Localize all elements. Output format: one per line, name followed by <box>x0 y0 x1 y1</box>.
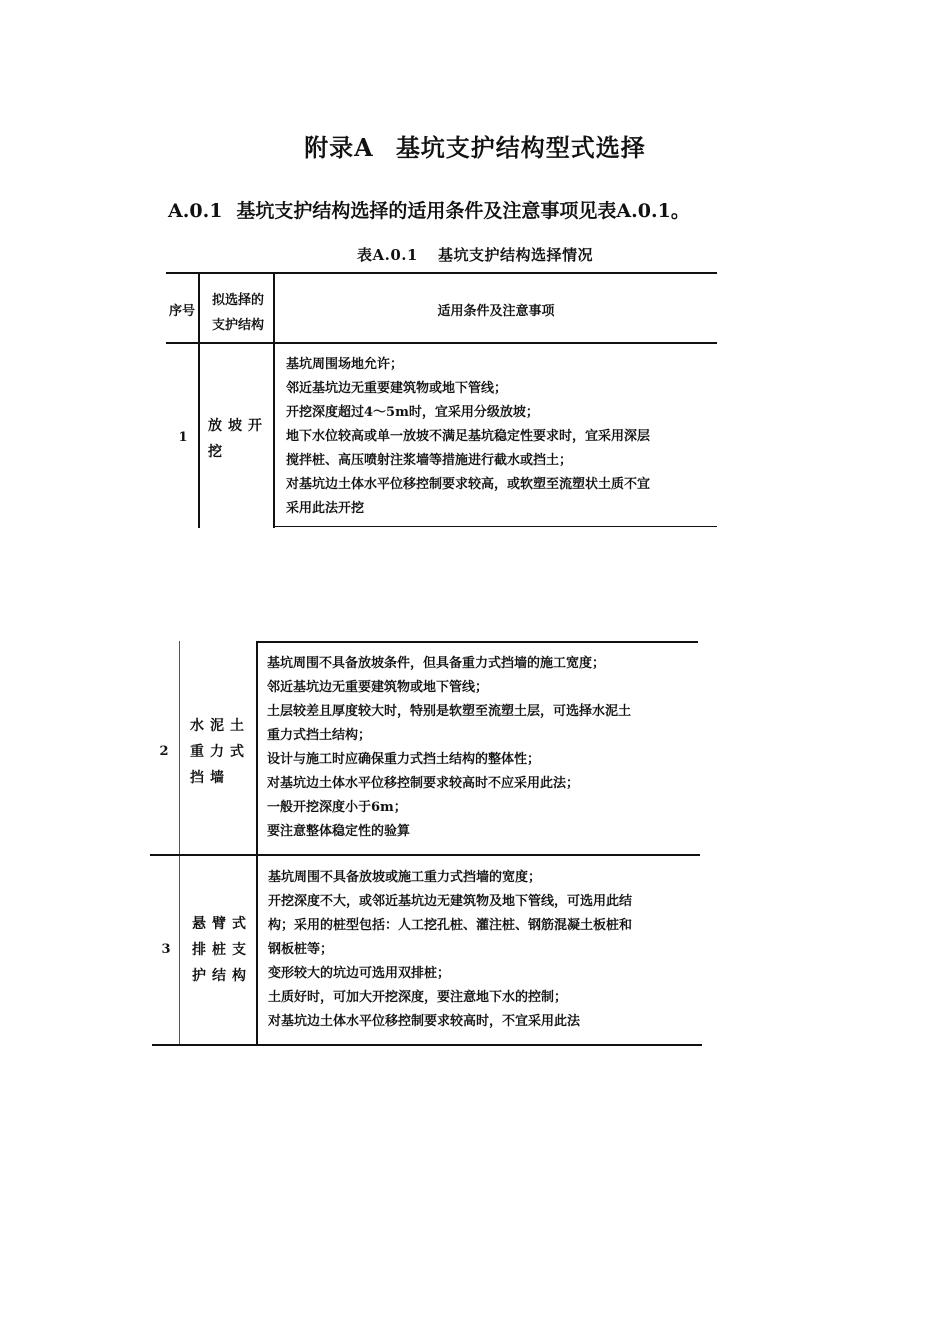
row-3-structure-line: 排桩支 <box>192 942 252 958</box>
row-3-structure-line: 悬臂式 <box>192 916 252 932</box>
row-2-structure-line: 水泥土 <box>190 718 250 734</box>
header-structure-line1: 拟选择的 <box>211 293 264 308</box>
clause-text: 基坑支护结构选择的适用条件及注意事项见表A.0.1。 <box>236 200 690 222</box>
appendix-prefix: 附录A <box>304 133 374 162</box>
condition-line: 对基坑边土体水平位移控制要求较高，或软塑至流塑状土质不宜 <box>286 477 651 492</box>
part2-top-rule <box>256 641 698 643</box>
col-divider-2 <box>273 274 275 528</box>
table-caption <box>0 244 950 265</box>
row-3-structure <box>192 911 258 989</box>
row-2-bottom-rule <box>150 854 700 856</box>
condition-line: 地下水位较高或单一放坡不满足基坑稳定性要求时，宜采用深层 <box>286 429 651 444</box>
condition-line: 采用此法开挖 <box>286 501 365 516</box>
clause-number: A.0.1 <box>168 200 223 222</box>
condition-line: 构；采用的桩型包括：人工挖孔桩、灌注桩、钢筋混凝土板桩和 <box>268 918 633 933</box>
table-bottom-rule <box>152 1044 702 1046</box>
condition-line: 变形较大的坑边可选用双排桩； <box>268 966 451 981</box>
row-2-conditions <box>267 652 697 844</box>
appendix-title <box>0 128 950 163</box>
table-caption-text: 基坑支护结构选择情况 <box>437 246 593 264</box>
row-3-structure-line: 护结构 <box>192 968 252 984</box>
part1-bottom-rule <box>273 526 717 527</box>
row-2-structure-line: 重力式 <box>190 744 250 760</box>
header-conditions: 适用条件及注意事项 <box>437 304 555 319</box>
row-3-seq: 3 <box>161 942 171 957</box>
row-2-structure <box>190 713 256 791</box>
condition-line: 基坑周围场地允许； <box>286 357 404 372</box>
appendix-title-text: 基坑支护结构型式选择 <box>395 133 646 162</box>
condition-line: 对基坑边土体水平位移控制要求较高时不应采用此法； <box>267 776 580 791</box>
condition-line: 钢板桩等； <box>268 942 334 957</box>
row-1-structure-line: 放坡开 <box>208 418 268 434</box>
condition-line: 一般开挖深度小于6m； <box>267 800 407 815</box>
condition-line: 开挖深度超过4～5m时，宜采用分级放坡； <box>286 405 539 420</box>
row-1-conditions <box>286 353 716 521</box>
condition-line: 土层较差且厚度较大时，特别是软塑至流塑土层，可选择水泥土 <box>267 704 632 719</box>
condition-line: 基坑周围不具备放坡或施工重力式挡墙的宽度； <box>268 870 542 885</box>
row-1-seq: 1 <box>178 430 188 445</box>
header-structure-line2: 支护结构 <box>211 318 264 333</box>
table-caption-number: 表A.0.1 <box>357 246 418 264</box>
condition-line: 邻近基坑边无重要建筑物或地下管线； <box>286 381 508 396</box>
table-top-rule <box>166 272 717 274</box>
condition-line: 开挖深度不大，或邻近基坑边无建筑物及地下管线，可选用此结 <box>268 894 633 909</box>
row-1-structure-line: 挖 <box>208 444 228 460</box>
condition-line: 邻近基坑边无重要建筑物或地下管线； <box>267 680 489 695</box>
row-1-structure <box>208 413 274 465</box>
condition-line: 重力式挡土结构； <box>267 728 372 743</box>
condition-line: 要注意整体稳定性的验算 <box>267 824 411 839</box>
condition-line: 基坑周围不具备放坡条件，但具备重力式挡墙的施工宽度； <box>267 656 606 671</box>
row-3-conditions <box>268 866 698 1034</box>
condition-line: 对基坑边土体水平位移控制要求较高时，不宜采用此法 <box>268 1014 581 1029</box>
row-2-seq: 2 <box>159 744 169 759</box>
condition-line: 设计与施工时应确保重力式挡土结构的整体性； <box>267 752 541 767</box>
header-seq: 序号 <box>168 304 195 319</box>
row-2-structure-line: 挡墙 <box>190 770 230 786</box>
part2-col-divider-1 <box>179 641 180 1045</box>
clause-paragraph <box>168 196 690 223</box>
condition-line: 搅拌桩、高压喷射注浆墙等措施进行截水或挡土； <box>286 453 573 468</box>
header-bottom-rule <box>166 342 717 344</box>
condition-line: 土质好时，可加大开挖深度，要注意地下水的控制； <box>268 990 568 1005</box>
